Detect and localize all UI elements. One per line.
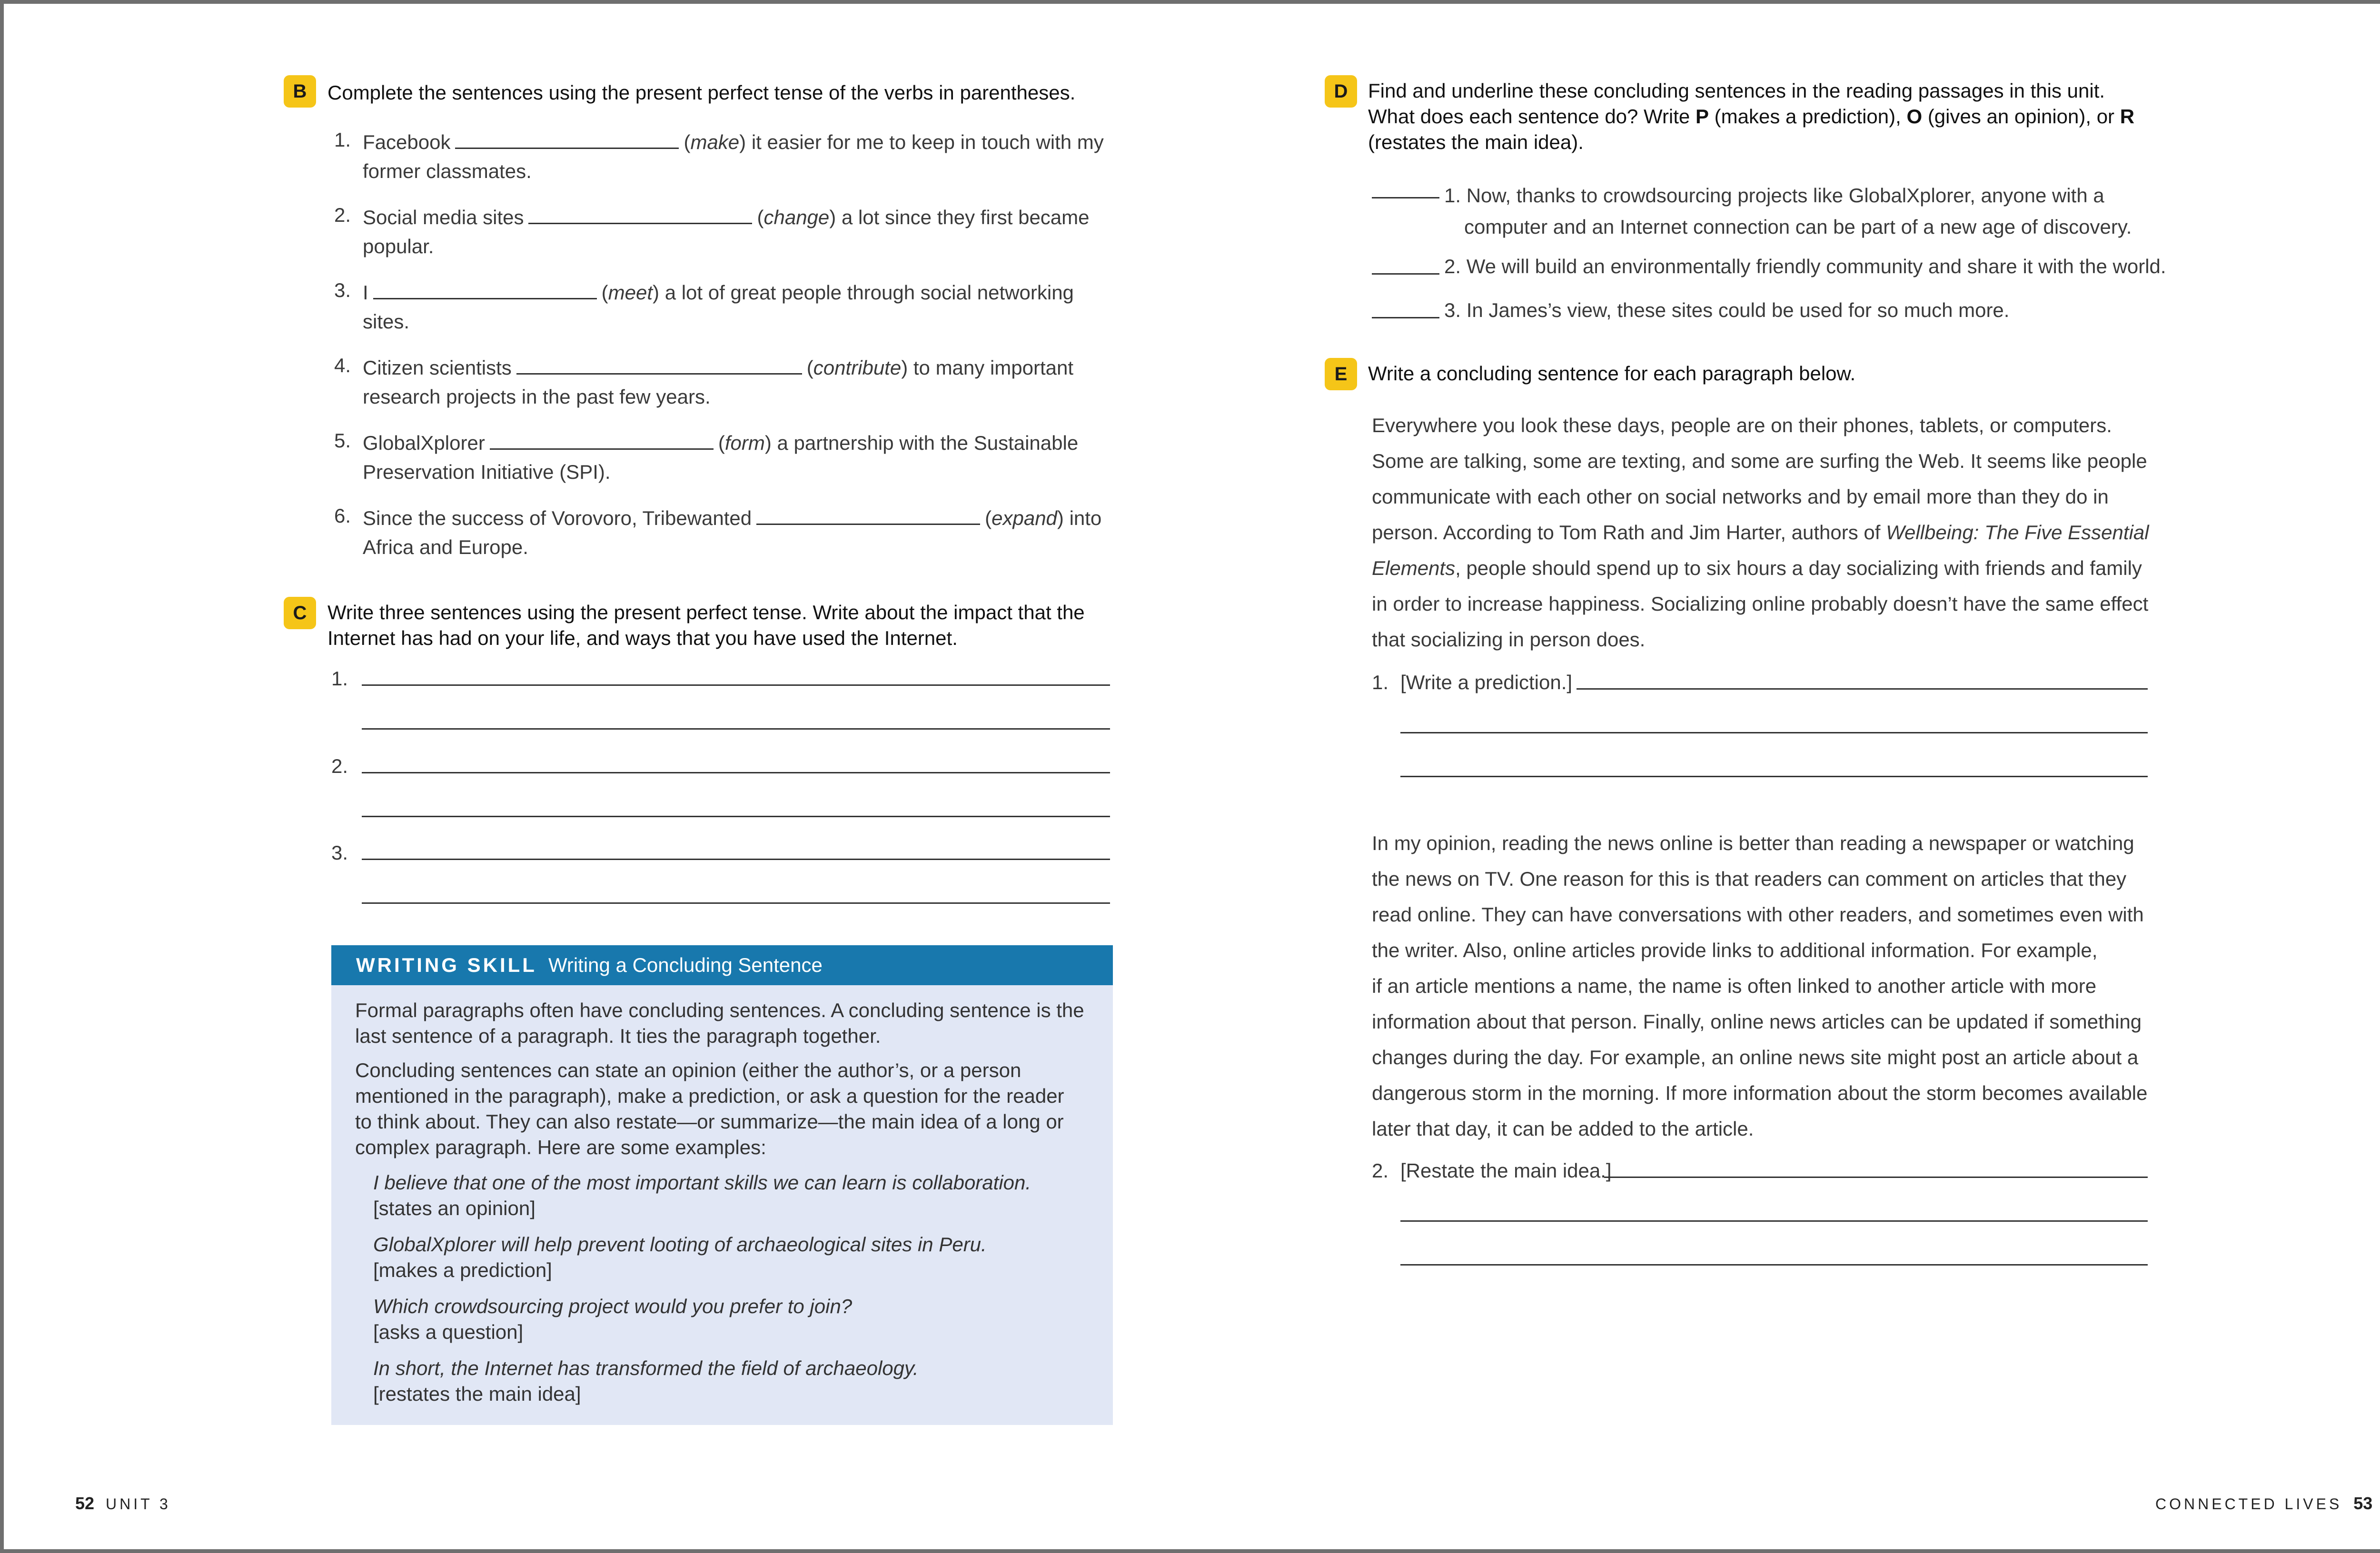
writing-skill-title: Writing a Concluding Sentence — [548, 954, 823, 976]
b-item-number: 5. — [334, 429, 351, 452]
writing-skill-paragraph-2: Concluding sentences can state an opinion (either the author’s, or a person mentioned in the paragraph), make a prediction, or ask a question for the reader to think about. They can also restate—or summarize—the main idea of a long or complex paragraph. Here are some examples: — [355, 1059, 1064, 1158]
example-prediction: GlobalXplorer will help prevent looting of archaeological sites in Peru. [makes a prediction] — [373, 1233, 987, 1281]
c-item-number: 3. — [331, 841, 348, 864]
b-answer-blank[interactable] — [756, 504, 980, 525]
writing-skill-header — [331, 945, 1113, 985]
unit-label: UNIT 3 — [106, 1495, 171, 1513]
b-answer-blank[interactable] — [490, 429, 714, 450]
c-item-number: 1. — [331, 667, 348, 690]
e-prompt-2: [Restate the main idea.] — [1400, 1159, 1612, 1182]
b-item-number: 6. — [334, 504, 351, 527]
b-item-text: to many important — [913, 356, 1074, 379]
example-restate: In short, the Internet has transformed the field of archaeology. [restates the main idea] — [373, 1357, 919, 1405]
section-b-badge: B — [284, 75, 316, 108]
b-answer-blank[interactable] — [528, 204, 752, 224]
e-answer-line[interactable] — [1577, 688, 2148, 690]
section-b-instruction: Complete the sentences using the present perfect tense of the verbs in parentheses. — [327, 81, 1076, 104]
e-answer-line[interactable] — [1604, 1177, 2148, 1178]
b-item-number: 3. — [334, 279, 351, 301]
b-item-text: it easier for me to keep in touch with my — [751, 131, 1104, 153]
right-footer — [2155, 1494, 2372, 1513]
section-e-badge: E — [1325, 358, 1357, 390]
b-item-line: Since the success of Vorovoro, Tribewanted (expand) into — [363, 504, 1101, 530]
e-answer-line[interactable] — [1400, 1264, 2148, 1266]
d-item-1: 1. Now, thanks to crowdsourcing projects like GlobalXplorer, anyone with a computer and an Internet connection can be part of a new age of discovery. — [1444, 184, 2132, 238]
b-item-line: Citizen scientists (contribute) to many important — [363, 354, 1073, 379]
right-page-number: 53 — [2353, 1494, 2373, 1513]
b-item-text: Citizen scientists — [363, 356, 512, 379]
b-answer-blank[interactable] — [455, 129, 679, 149]
e-answer-line[interactable] — [1400, 732, 2148, 733]
b-item-text: a lot of great people through social networking — [664, 281, 1074, 304]
left-page-number: 52 — [75, 1494, 95, 1513]
d-item-2: 2. We will build an environmentally friendly community and share it with the world. — [1444, 255, 2166, 277]
b-verb-hint: change — [764, 206, 830, 228]
e-prompt-1: [Write a prediction.] — [1400, 671, 1573, 693]
b-item-number: 2. — [334, 204, 351, 226]
example-question: Which crowdsourcing project would you prefer to join? [asks a question] — [373, 1295, 853, 1343]
b-item-number: 1. — [334, 129, 351, 151]
e-prompt-2-number: 2. — [1372, 1159, 1389, 1182]
writing-skill-box — [331, 945, 1113, 1425]
d-item-3: 3. In James’s view, these sites could be used for so much more. — [1444, 299, 2010, 321]
e-paragraph-2: In my opinion, reading the news online is better than reading a newspaper or watching the news on TV. One reason for this is that readers can comment on articles that they read online. They can have conversations with other readers, and sometimes even with the writer. Also, online articles provide links to additional information. For example, if an article mentions a name, the name is often linked to another article with more information about that person. Finally, online news articles can be updated if something changes during the day. For example, an online news site might post an article about a dangerous storm in the morning. If more information about the storm becomes available later that day, it can be added to the article. — [1372, 832, 2148, 1140]
textbook-spread — [4, 4, 2380, 1549]
section-d-badge: D — [1325, 75, 1357, 108]
c-answer-line[interactable] — [362, 772, 1110, 773]
b-item-text: into — [1069, 507, 1102, 529]
e-paragraph-1: Everywhere you look these days, people are on their phones, tablets, or computers. Some are talking, some are texting, and some are surfing the Web. It seems like people communicate with each other on social networks and by email more than they do in person. According to Tom Rath and Jim Harter, authors of Wellbeing: The Five Essential Elements, people should spend up to six hours a day socializing with friends and family in order to increase happiness. Socializing online probably doesn’t have the same effect that socializing in person does. — [1372, 414, 2149, 651]
d-answer-blank[interactable] — [1372, 197, 1439, 198]
c-answer-line[interactable] — [362, 728, 1110, 730]
c-answer-line[interactable] — [362, 816, 1110, 817]
c-answer-line[interactable] — [362, 684, 1110, 686]
b-item-number: 4. — [334, 354, 351, 376]
writing-skill-paragraph-1: Formal paragraphs often have concluding sentences. A concluding sentence is the last sentence of a paragraph. It ties the paragraph together. — [355, 999, 1084, 1047]
c-answer-line[interactable] — [362, 902, 1110, 904]
b-item-continuation: former classmates. — [363, 160, 532, 182]
b-item-continuation: popular. — [363, 235, 434, 257]
b-answer-blank[interactable] — [516, 354, 802, 375]
b-answer-blank[interactable] — [373, 279, 597, 299]
section-d-instruction: Find and underline these concluding sentences in the reading passages in this unit. What does each sentence do? Write P (makes a prediction), O (gives an opinion), or R (restates the main idea). — [1368, 79, 2135, 153]
b-item-continuation: sites. — [363, 310, 410, 333]
d-answer-blank[interactable] — [1372, 317, 1439, 318]
c-answer-line[interactable] — [362, 859, 1110, 860]
b-verb-hint: expand — [992, 507, 1057, 529]
section-e-instruction: Write a concluding sentence for each paragraph below. — [1368, 362, 1856, 385]
chapter-title: CONNECTED LIVES — [2155, 1495, 2342, 1513]
left-footer — [75, 1494, 171, 1513]
b-verb-hint: make — [690, 131, 740, 153]
section-c-instruction-1: Write three sentences using the present perfect tense. Write about the impact that the — [327, 601, 1085, 623]
b-item-text: I — [363, 281, 368, 304]
b-item-line: Facebook (make) it easier for me to keep in touch with my — [363, 129, 1104, 154]
c-item-number: 2. — [331, 755, 348, 777]
d-answer-blank[interactable] — [1372, 273, 1439, 275]
b-item-text: Facebook — [363, 131, 451, 153]
b-item-continuation: Africa and Europe. — [363, 536, 528, 558]
b-item-text: GlobalXplorer — [363, 432, 485, 454]
b-item-line: Social media sites (change) a lot since they first became — [363, 204, 1090, 229]
b-item-text: Social media sites — [363, 206, 524, 228]
b-item-text: Since the success of Vorovoro, Tribewanted — [363, 507, 752, 529]
b-item-continuation: Preservation Initiative (SPI). — [363, 461, 611, 483]
b-verb-hint: meet — [608, 281, 653, 304]
b-verb-hint: contribute — [813, 356, 902, 379]
b-item-line: I (meet) a lot of great people through social networking — [363, 279, 1074, 304]
b-item-continuation: research projects in the past few years. — [363, 386, 711, 408]
e-answer-line[interactable] — [1400, 776, 2148, 777]
e-answer-line[interactable] — [1400, 1220, 2148, 1222]
b-item-line: GlobalXplorer (form) a partnership with the Sustainable — [363, 429, 1078, 455]
e-prompt-1-number: 1. — [1372, 671, 1389, 693]
b-verb-hint: form — [724, 432, 765, 454]
section-c-badge: C — [284, 597, 316, 629]
b-item-text: a partnership with the Sustainable — [777, 432, 1079, 454]
example-opinion: I believe that one of the most important skills we can learn is collaboration. [states an opinion] — [373, 1171, 1031, 1219]
section-c-instruction-2: Internet has had on your life, and ways that you have used the Internet. — [327, 627, 958, 649]
writing-skill-label: WRITING SKILL — [356, 954, 537, 976]
b-item-text: a lot since they first became — [841, 206, 1090, 228]
